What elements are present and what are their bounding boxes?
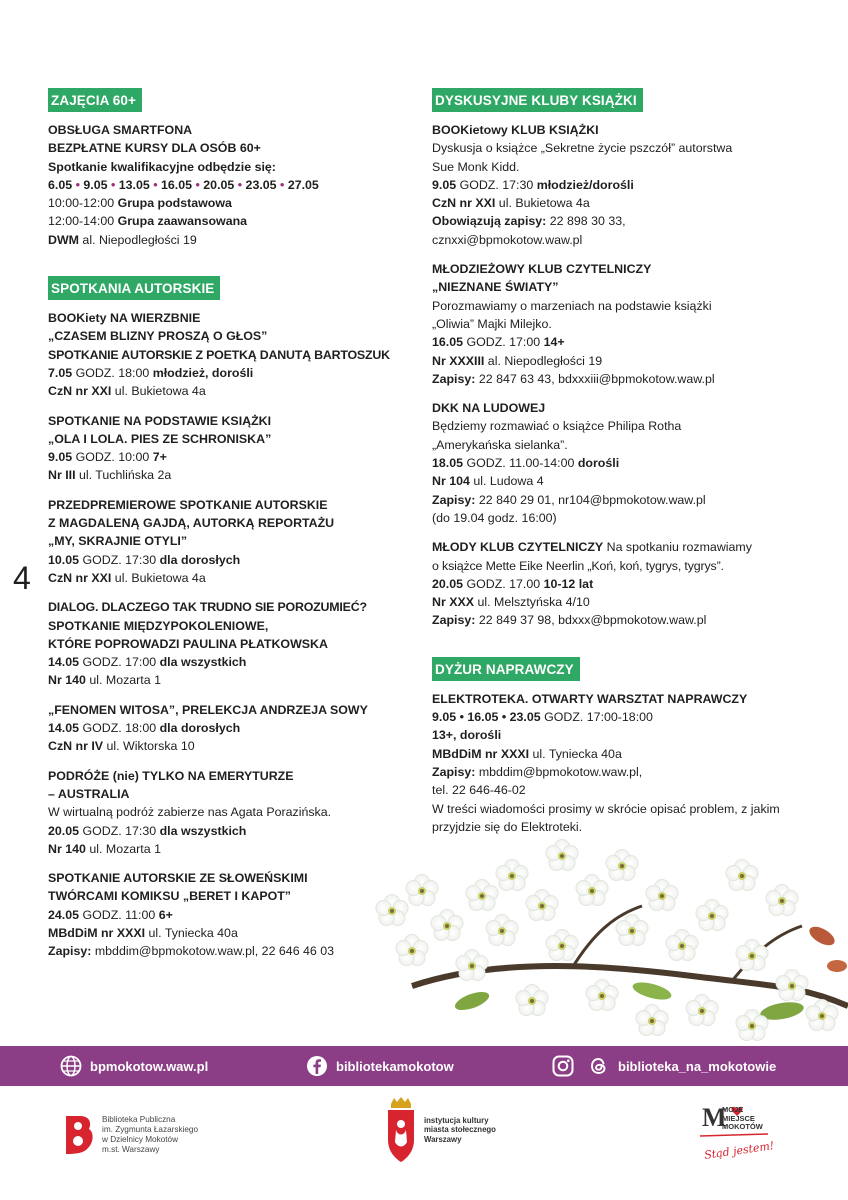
event-ola-i-lola: [48, 412, 418, 485]
event-signup: Zapisy: 22 847 63 43, bdxxxiii@bpmokotow.waw.pl: [432, 371, 715, 386]
event-dialog: [48, 598, 418, 689]
event-mlody-klub: [432, 538, 792, 629]
library-name-line: m.st. Warszawy: [102, 1145, 160, 1154]
event-title: DIALOG. DLACZEGO TAK TRUDNO SIE POROZUMIEĆ?: [48, 600, 367, 615]
event-subtitle: – AUSTRALIA: [48, 786, 130, 801]
moje-miejsce-mokotow-logo: [690, 1100, 780, 1180]
event-title: PRZEDPREMIEROWE SPOTKANIE AUTORSKIE: [48, 497, 328, 512]
event-signup: Zapisy: mbddim@bpmokotow.waw.pl, 22 646 46 03: [48, 944, 335, 959]
event-subtitle: „MY, SKRAJNIE OTYLI”: [48, 534, 188, 549]
footer-facebook-text: bibliotekamokotow: [336, 1058, 454, 1074]
event-title: BOOKietowy KLUB KSIĄŻKI: [432, 123, 599, 137]
event-datetime: 20.05 GODZ. 17:30 dla wszystkich: [48, 823, 247, 838]
event-subtitle: TWÓRCAMI KOMIKSU „BERET I KAPOT”: [48, 889, 291, 904]
warsaw-city-logo: [386, 1096, 496, 1164]
event-datetime: 18.05 GODZ. 11.00-14:00 dorośli: [432, 456, 620, 471]
event-datetime: 9.05 GODZ. 17:30 młodzież/dorośli: [432, 177, 634, 192]
event-description: W wirtualną podróż zabierze nas Agata Porazińska.: [48, 805, 332, 820]
page-number: 4: [13, 560, 31, 596]
event-bookietowy-klub: [432, 121, 792, 249]
event-title: SPOTKANIE NA PODSTAWIE KSIĄŻKI: [48, 413, 272, 428]
event-title: SPOTKANIE AUTORSKIE ZE SŁOWEŃSKIMI: [48, 871, 308, 886]
library-name-line: Biblioteka Publiczna: [102, 1115, 176, 1124]
event-location: Nr 104 ul. Ludowa 4: [432, 474, 544, 489]
instagram-icon: [552, 1055, 574, 1077]
event-location: Nr XXXIII al. Niepodległości 19: [432, 353, 603, 368]
globe-icon: [60, 1055, 82, 1077]
event-signup: Zapisy: 22 849 37 98, bdxxx@bpmokotow.waw.pl: [432, 613, 707, 628]
footer-social-text: biblioteka_na_mokotowie: [618, 1058, 777, 1074]
event-subtitle: Z MAGDALENĄ GAJDĄ, AUTORKĄ REPORTAŻU: [48, 516, 335, 531]
event-subtitle: „CZASEM BLIZNY PROSZĄ O GŁOS”: [48, 329, 268, 344]
event-deadline: (do 19.04 godz. 16:00): [432, 510, 557, 525]
event-phone: tel. 22 646-46-02: [432, 783, 526, 798]
event-title: DKK NA LUDOWEJ: [432, 401, 546, 416]
event-location: Nr XXX ul. Melsztyńska 4/10: [432, 595, 590, 610]
event-datetime: 7.05 GODZ. 18:00 młodzież, dorośli: [48, 365, 254, 380]
event-signup: Zapisy: mbddim@bpmokotow.waw.pl,: [432, 764, 643, 779]
event-description: „Amerykańska sielanka”.: [432, 437, 568, 452]
event-location: CzN nr XXI ul. Bukietowa 4a: [48, 570, 206, 585]
library-name-line: w Dzielnicy Mokotów: [102, 1135, 178, 1144]
event-location: MBdDiM nr XXXI ul. Tyniecka 40a: [48, 925, 238, 940]
event-description: o książce Mette Eike Neerlin „Koń, koń, tygrys, tygrys”.: [432, 558, 724, 573]
right-column: [432, 88, 792, 847]
moje-miejsce-slogan: Stąd jestem!: [703, 1139, 775, 1162]
event-location: Nr 140 ul. Mozarta 1: [48, 841, 161, 856]
event-title: „FENOMEN WITOSA”, PRELEKCJA ANDRZEJA SOWY: [48, 702, 368, 717]
event-location: Nr III ul. Tuchlińska 2a: [48, 468, 172, 483]
event-subtitle: „NIEZNANE ŚWIATY”: [432, 280, 559, 295]
event-subtitle: SPOTKANIE AUTORSKIE Z POETKĄ DANUTĄ BARTOSZUK: [48, 347, 390, 362]
section-heading-spotkania-autorskie: SPOTKANIA AUTORSKIE: [48, 276, 220, 300]
event-audience: 13+, dorośli: [432, 728, 502, 743]
footer-website-link[interactable]: [60, 1046, 208, 1086]
event-datetime: 14.05 GODZ. 18:00 dla dorosłych: [48, 721, 241, 736]
threads-icon: [588, 1055, 610, 1077]
event-location: CzN nr XXI ul. Bukietowa 4a: [432, 196, 590, 211]
event-group-advanced: 12:00-14:00 Grupa zaawansowana: [48, 214, 248, 229]
event-elektroteka: [432, 690, 792, 836]
event-title: BOOKiety NA WIERZBNIE: [48, 311, 201, 326]
event-title: MŁODY KLUB CZYTELNICZY Na spotkaniu rozmawiamy: [432, 540, 752, 555]
city-logo-line: miasta stołecznego: [424, 1125, 496, 1135]
event-datetime: 16.05 GODZ. 17:00 14+: [432, 335, 565, 350]
event-location: DWM al. Niepodległości 19: [48, 232, 197, 247]
event-signup: Obowiązują zapisy: 22 898 30 33,: [432, 214, 626, 229]
event-description: W treści wiadomości prosimy w skrócie opisać problem, z jakim przyjdzie się do Elektroteki.: [432, 801, 780, 834]
event-datetime: 14.05 GODZ. 17:00 dla wszystkich: [48, 655, 247, 670]
event-datetime: 9.05 GODZ. 10:00 7+: [48, 450, 167, 465]
event-location: MBdDiM nr XXXI ul. Tyniecka 40a: [432, 746, 622, 761]
logo-letter-m: M: [702, 1103, 727, 1132]
event-title: MŁODZIEŻOWY KLUB CZYTELNICZY: [432, 262, 652, 277]
footer-bar: [0, 1046, 848, 1086]
library-logo-icon: [62, 1112, 96, 1158]
footer-website-text: bpmokotow.waw.pl: [90, 1058, 209, 1074]
event-dkk-ludowa: [432, 399, 792, 527]
blossom-branch-image: [352, 836, 848, 1046]
footer-facebook-link[interactable]: [306, 1046, 454, 1086]
event-datetime: 20.05 GODZ. 17.00 10-12 lat: [432, 576, 594, 591]
event-datetime: 9.05 • 16.05 • 23.05 GODZ. 17:00-18:00: [432, 710, 653, 725]
event-subtitle: „OLA I LOLA. PIES ZE SCHRONISKA”: [48, 431, 272, 446]
logo-row: [0, 1092, 848, 1200]
event-title: PODRÓŻE (nie) TYLKO NA EMERYTURZE: [48, 768, 294, 783]
section-heading-kluby-ksiazki: DYSKUSYJNE KLUBY KSIĄŻKI: [432, 88, 643, 112]
event-fenomen-witosa: [48, 701, 418, 756]
event-nieznane-swiaty: [432, 260, 792, 388]
event-location: Nr 140 ul. Mozarta 1: [48, 673, 161, 688]
event-subtitle: BEZPŁATNE KURSY DLA OSÓB 60+: [48, 141, 261, 156]
event-group-basic: 10:00-12:00 Grupa podstawowa: [48, 196, 232, 211]
event-signup: Zapisy: 22 840 29 01, nr104@bpmokotow.waw.pl: [432, 492, 706, 507]
event-smartphone-course: [48, 121, 418, 249]
event-description: Dyskusja o książce „Sekretne życie pszczół” autorstwa: [432, 141, 733, 156]
section-heading-zajecia-60: ZAJĘCIA 60+: [48, 88, 142, 112]
event-note: Spotkanie kwalifikacyjne odbędzie się:: [48, 159, 276, 174]
event-gajda: [48, 496, 418, 587]
event-description: „Oliwia” Majki Milejko.: [432, 316, 552, 331]
city-logo-line: Warszawy: [424, 1134, 462, 1144]
event-location: CzN nr XXI ul. Bukietowa 4a: [48, 384, 206, 399]
city-logo-line: instytucja kultury: [424, 1115, 489, 1125]
section-heading-dyzur-naprawczy: DYŻUR NAPRAWCZY: [432, 657, 580, 681]
warsaw-coat-of-arms-icon: [386, 1096, 416, 1164]
event-dates: 6.05 • 9.05 • 13.05 • 16.05 • 20.05 • 23.05 • 27.05: [48, 177, 319, 192]
event-subtitle: KTÓRE POPROWADZI PAULINA PŁATKOWSKA: [48, 636, 328, 651]
footer-social-links[interactable]: [552, 1046, 776, 1086]
event-location: CzN nr IV ul. Wiktorska 10: [48, 739, 195, 754]
event-subtitle: SPOTKANIE MIĘDZYPOKOLENIOWE,: [48, 618, 269, 633]
library-name-line: im. Zygmunta Łazarskiego: [102, 1125, 199, 1134]
event-description: Sue Monk Kidd.: [432, 159, 520, 174]
event-datetime: 10.05 GODZ. 17:30 dla dorosłych: [48, 552, 241, 567]
event-bookiety: [48, 309, 418, 400]
event-email: cznxxi@bpmokotow.waw.pl: [432, 232, 583, 247]
event-title: OBSŁUGA SMARTFONA: [48, 123, 193, 137]
library-logo: [62, 1112, 198, 1158]
event-description: Będziemy rozmawiać o książce Philipa Rotha: [432, 419, 682, 434]
moje-miejsce-logo-text: MOJE MIEJSCE MOKOTÓW: [722, 1105, 763, 1131]
event-datetime: 24.05 GODZ. 11:00 6+: [48, 907, 173, 922]
event-title: ELEKTROTEKA. OTWARTY WARSZTAT NAPRAWCZY: [432, 691, 748, 706]
event-description: Porozmawiamy o marzeniach na podstawie książki: [432, 298, 712, 313]
facebook-icon: [306, 1055, 328, 1077]
